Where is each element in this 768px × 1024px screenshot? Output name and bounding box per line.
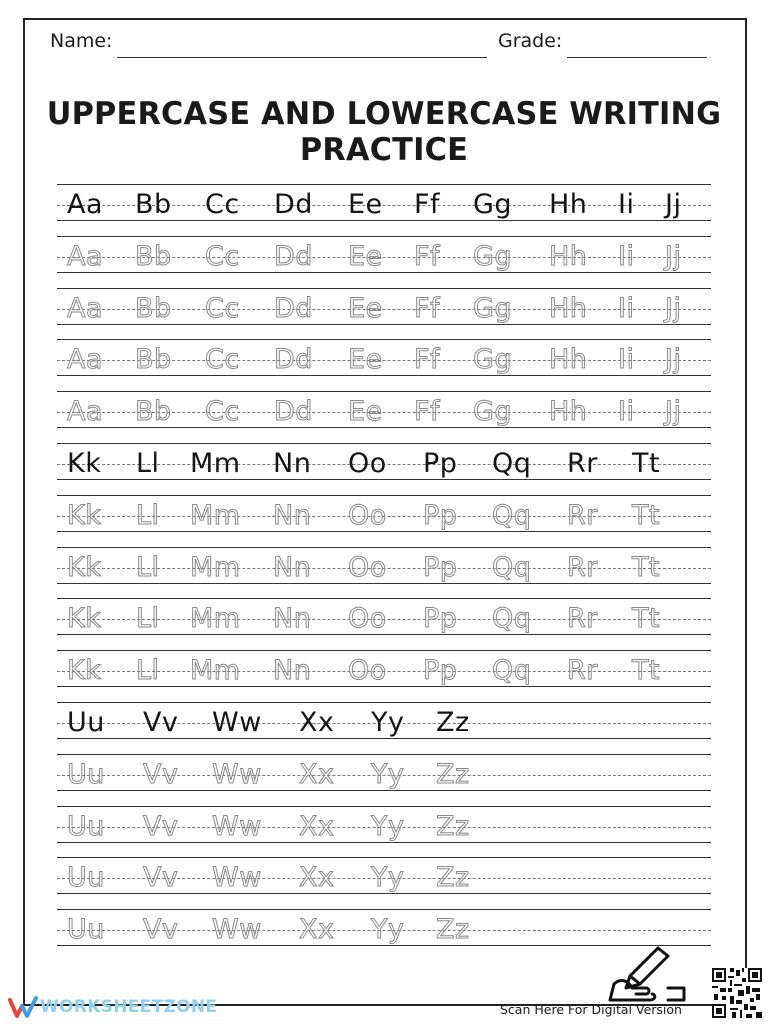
trace-row <box>57 806 711 858</box>
traceable-letter-pair: Qq <box>492 603 532 635</box>
guide-line <box>57 842 711 843</box>
name-field[interactable] <box>117 57 487 58</box>
traceable-letter-pair: Ww <box>212 862 262 894</box>
traceable-letter-pair: Rr <box>567 551 598 583</box>
traceable-letter-pair: Nn <box>273 551 312 583</box>
traceable-letter-pair: Pp <box>423 603 458 635</box>
traceable-letter-pair: Tt <box>632 499 661 531</box>
traceable-letter-pair: Oo <box>348 551 387 583</box>
letter-pair: Ff <box>414 189 441 220</box>
traceable-letter-pair: Ee <box>348 344 383 376</box>
traceable-letter-pair: Pp <box>423 655 458 687</box>
page-title: UPPERCASE AND LOWERCASE WRITING PRACTICE <box>46 96 722 168</box>
traceable-letter-pair: Ww <box>212 810 262 842</box>
letter-pair: Ll <box>136 448 160 479</box>
letter-pair: Hh <box>549 189 588 220</box>
grade-field[interactable] <box>567 57 707 58</box>
letter-pair: Bb <box>135 189 172 220</box>
trace-row <box>57 339 711 391</box>
traceable-letter-pair: Aa <box>67 396 104 428</box>
letter-pair: Uu <box>67 707 105 738</box>
guide-line <box>57 288 711 289</box>
traceable-letter-pair: Nn <box>273 499 312 531</box>
trace-row <box>57 547 711 599</box>
writing-hand-icon <box>606 944 686 1004</box>
traceable-letter-pair: Jj <box>665 344 682 376</box>
traceable-letter-pair: Bb <box>135 396 172 428</box>
guide-line <box>57 184 711 185</box>
traceable-letter-pair: Zz <box>436 810 470 842</box>
traceable-letter-pair: Zz <box>436 758 470 790</box>
traceable-letter-pair: Ii <box>618 292 635 324</box>
traceable-letter-pair: Vv <box>143 862 179 894</box>
letter-pair: Jj <box>665 189 682 220</box>
traceable-letter-pair: Cc <box>205 396 240 428</box>
traceable-letter-pair: Jj <box>665 240 682 272</box>
letter-pair: Nn <box>273 448 312 479</box>
traceable-letter-pair: Dd <box>274 344 313 376</box>
model-row <box>57 184 711 236</box>
traceable-letter-pair: Vv <box>143 914 179 946</box>
guide-line <box>57 583 711 584</box>
traceable-letter-pair: Yy <box>371 862 405 894</box>
guide-line <box>57 324 711 325</box>
traceable-letter-pair: Uu <box>67 810 105 842</box>
traceable-letter-pair: Qq <box>492 655 532 687</box>
traceable-letter-pair: Kk <box>67 499 102 531</box>
traceable-letter-pair: Hh <box>549 240 588 272</box>
traceable-letter-pair: Ll <box>136 603 160 635</box>
guide-line <box>57 754 711 755</box>
traceable-letter-pair: Cc <box>205 344 240 376</box>
traceable-letter-pair: Hh <box>549 344 588 376</box>
guide-line <box>57 427 711 428</box>
traceable-letter-pair: Rr <box>567 499 598 531</box>
traceable-letter-pair: Bb <box>135 344 172 376</box>
traceable-letter-pair: Rr <box>567 603 598 635</box>
traceable-letter-pair: Zz <box>436 914 470 946</box>
letter-pair: Pp <box>423 448 458 479</box>
traceable-letter-pair: Jj <box>665 292 682 324</box>
traceable-letter-pair: Ll <box>136 551 160 583</box>
traceable-letter-pair: Hh <box>549 396 588 428</box>
trace-row <box>57 288 711 340</box>
traceable-letter-pair: Ll <box>136 655 160 687</box>
letter-pair: Dd <box>274 189 313 220</box>
traceable-letter-pair: Bb <box>135 240 172 272</box>
traceable-letter-pair: Gg <box>473 344 513 376</box>
traceable-letter-pair: Uu <box>67 862 105 894</box>
traceable-letter-pair: Ii <box>618 396 635 428</box>
trace-row <box>57 857 711 909</box>
traceable-letter-pair: Mm <box>190 655 241 687</box>
traceable-letter-pair: Cc <box>205 240 240 272</box>
trace-row <box>57 650 711 702</box>
guide-line <box>57 547 711 548</box>
guide-line <box>57 220 711 221</box>
qr-code[interactable] <box>712 968 762 1018</box>
trace-row <box>57 391 711 443</box>
guide-line <box>57 650 711 651</box>
traceable-letter-pair: Ee <box>348 240 383 272</box>
guide-line <box>57 443 711 444</box>
letter-pair: Xx <box>299 707 335 738</box>
guide-line <box>57 806 711 807</box>
letter-pair: Mm <box>190 448 241 479</box>
traceable-letter-pair: Mm <box>190 551 241 583</box>
traceable-letter-pair: Zz <box>436 862 470 894</box>
traceable-letter-pair: Kk <box>67 551 102 583</box>
traceable-letter-pair: Yy <box>371 914 405 946</box>
traceable-letter-pair: Dd <box>274 292 313 324</box>
traceable-letter-pair: Uu <box>67 758 105 790</box>
traceable-letter-pair: Cc <box>205 292 240 324</box>
traceable-letter-pair: Nn <box>273 603 312 635</box>
guide-line <box>57 272 711 273</box>
traceable-letter-pair: Tt <box>632 655 661 687</box>
letter-pair: Ww <box>212 707 262 738</box>
traceable-letter-pair: Aa <box>67 292 104 324</box>
letter-pair: Tt <box>632 448 661 479</box>
traceable-letter-pair: Ii <box>618 344 635 376</box>
letter-pair: Aa <box>67 189 104 220</box>
grade-label: Grade: <box>498 30 563 52</box>
traceable-letter-pair: Pp <box>423 499 458 531</box>
letter-pair: Zz <box>436 707 470 738</box>
traceable-letter-pair: Xx <box>299 914 335 946</box>
traceable-letter-pair: Pp <box>423 551 458 583</box>
letter-pair: Cc <box>205 189 240 220</box>
letter-pair: Rr <box>567 448 598 479</box>
traceable-letter-pair: Ee <box>348 396 383 428</box>
guide-line <box>57 339 711 340</box>
guide-line <box>57 391 711 392</box>
letter-pair: Yy <box>371 707 405 738</box>
traceable-letter-pair: Xx <box>299 862 335 894</box>
traceable-letter-pair: Dd <box>274 240 313 272</box>
traceable-letter-pair: Xx <box>299 810 335 842</box>
letter-pair: Ii <box>618 189 635 220</box>
traceable-letter-pair: Gg <box>473 292 513 324</box>
traceable-letter-pair: Oo <box>348 499 387 531</box>
brand-name: WORKSHEETZONE <box>40 997 218 1017</box>
traceable-letter-pair: Yy <box>371 810 405 842</box>
traceable-letter-pair: Ww <box>212 914 262 946</box>
traceable-letter-pair: Oo <box>348 655 387 687</box>
traceable-letter-pair: Kk <box>67 603 102 635</box>
scan-caption: Scan Here For Digital Version <box>500 1002 682 1017</box>
model-row <box>57 702 711 754</box>
traceable-letter-pair: Uu <box>67 914 105 946</box>
traceable-letter-pair: Vv <box>143 758 179 790</box>
traceable-letter-pair: Aa <box>67 240 104 272</box>
traceable-letter-pair: Ee <box>348 292 383 324</box>
traceable-letter-pair: Qq <box>492 551 532 583</box>
trace-row <box>57 495 711 547</box>
traceable-letter-pair: Mm <box>190 603 241 635</box>
traceable-letter-pair: Aa <box>67 344 104 376</box>
trace-row <box>57 754 711 806</box>
guide-line <box>57 375 711 376</box>
trace-row <box>57 236 711 288</box>
guide-line <box>57 857 711 858</box>
traceable-letter-pair: Ff <box>414 240 441 272</box>
letter-pair: Qq <box>492 448 532 479</box>
guide-line <box>57 909 711 910</box>
letter-pair: Ee <box>348 189 383 220</box>
traceable-letter-pair: Tt <box>632 551 661 583</box>
traceable-letter-pair: Hh <box>549 292 588 324</box>
traceable-letter-pair: Ff <box>414 396 441 428</box>
guide-line <box>57 738 711 739</box>
traceable-letter-pair: Vv <box>143 810 179 842</box>
traceable-letter-pair: Ll <box>136 499 160 531</box>
traceable-letter-pair: Ff <box>414 292 441 324</box>
traceable-letter-pair: Oo <box>348 603 387 635</box>
letter-pair: Kk <box>67 448 102 479</box>
guide-line <box>57 479 711 480</box>
guide-line <box>57 236 711 237</box>
traceable-letter-pair: Ww <box>212 758 262 790</box>
guide-line <box>57 893 711 894</box>
model-row <box>57 443 711 495</box>
guide-line <box>57 686 711 687</box>
traceable-letter-pair: Ii <box>618 240 635 272</box>
name-label: Name: <box>50 30 113 52</box>
traceable-letter-pair: Bb <box>135 292 172 324</box>
traceable-letter-pair: Nn <box>273 655 312 687</box>
letter-pair: Vv <box>143 707 179 738</box>
letter-pair: Oo <box>348 448 387 479</box>
traceable-letter-pair: Jj <box>665 396 682 428</box>
guide-line <box>57 495 711 496</box>
traceable-letter-pair: Xx <box>299 758 335 790</box>
trace-row <box>57 598 711 650</box>
traceable-letter-pair: Tt <box>632 603 661 635</box>
guide-line <box>57 598 711 599</box>
traceable-letter-pair: Dd <box>274 396 313 428</box>
letter-pair: Gg <box>473 189 513 220</box>
traceable-letter-pair: Ff <box>414 344 441 376</box>
traceable-letter-pair: Rr <box>567 655 598 687</box>
guide-line <box>57 702 711 703</box>
traceable-letter-pair: Qq <box>492 499 532 531</box>
worksheetzone-logo-icon <box>8 996 40 1020</box>
traceable-letter-pair: Yy <box>371 758 405 790</box>
guide-line <box>57 531 711 532</box>
traceable-letter-pair: Gg <box>473 396 513 428</box>
guide-line <box>57 634 711 635</box>
traceable-letter-pair: Mm <box>190 499 241 531</box>
traceable-letter-pair: Kk <box>67 655 102 687</box>
traceable-letter-pair: Gg <box>473 240 513 272</box>
guide-line <box>57 790 711 791</box>
